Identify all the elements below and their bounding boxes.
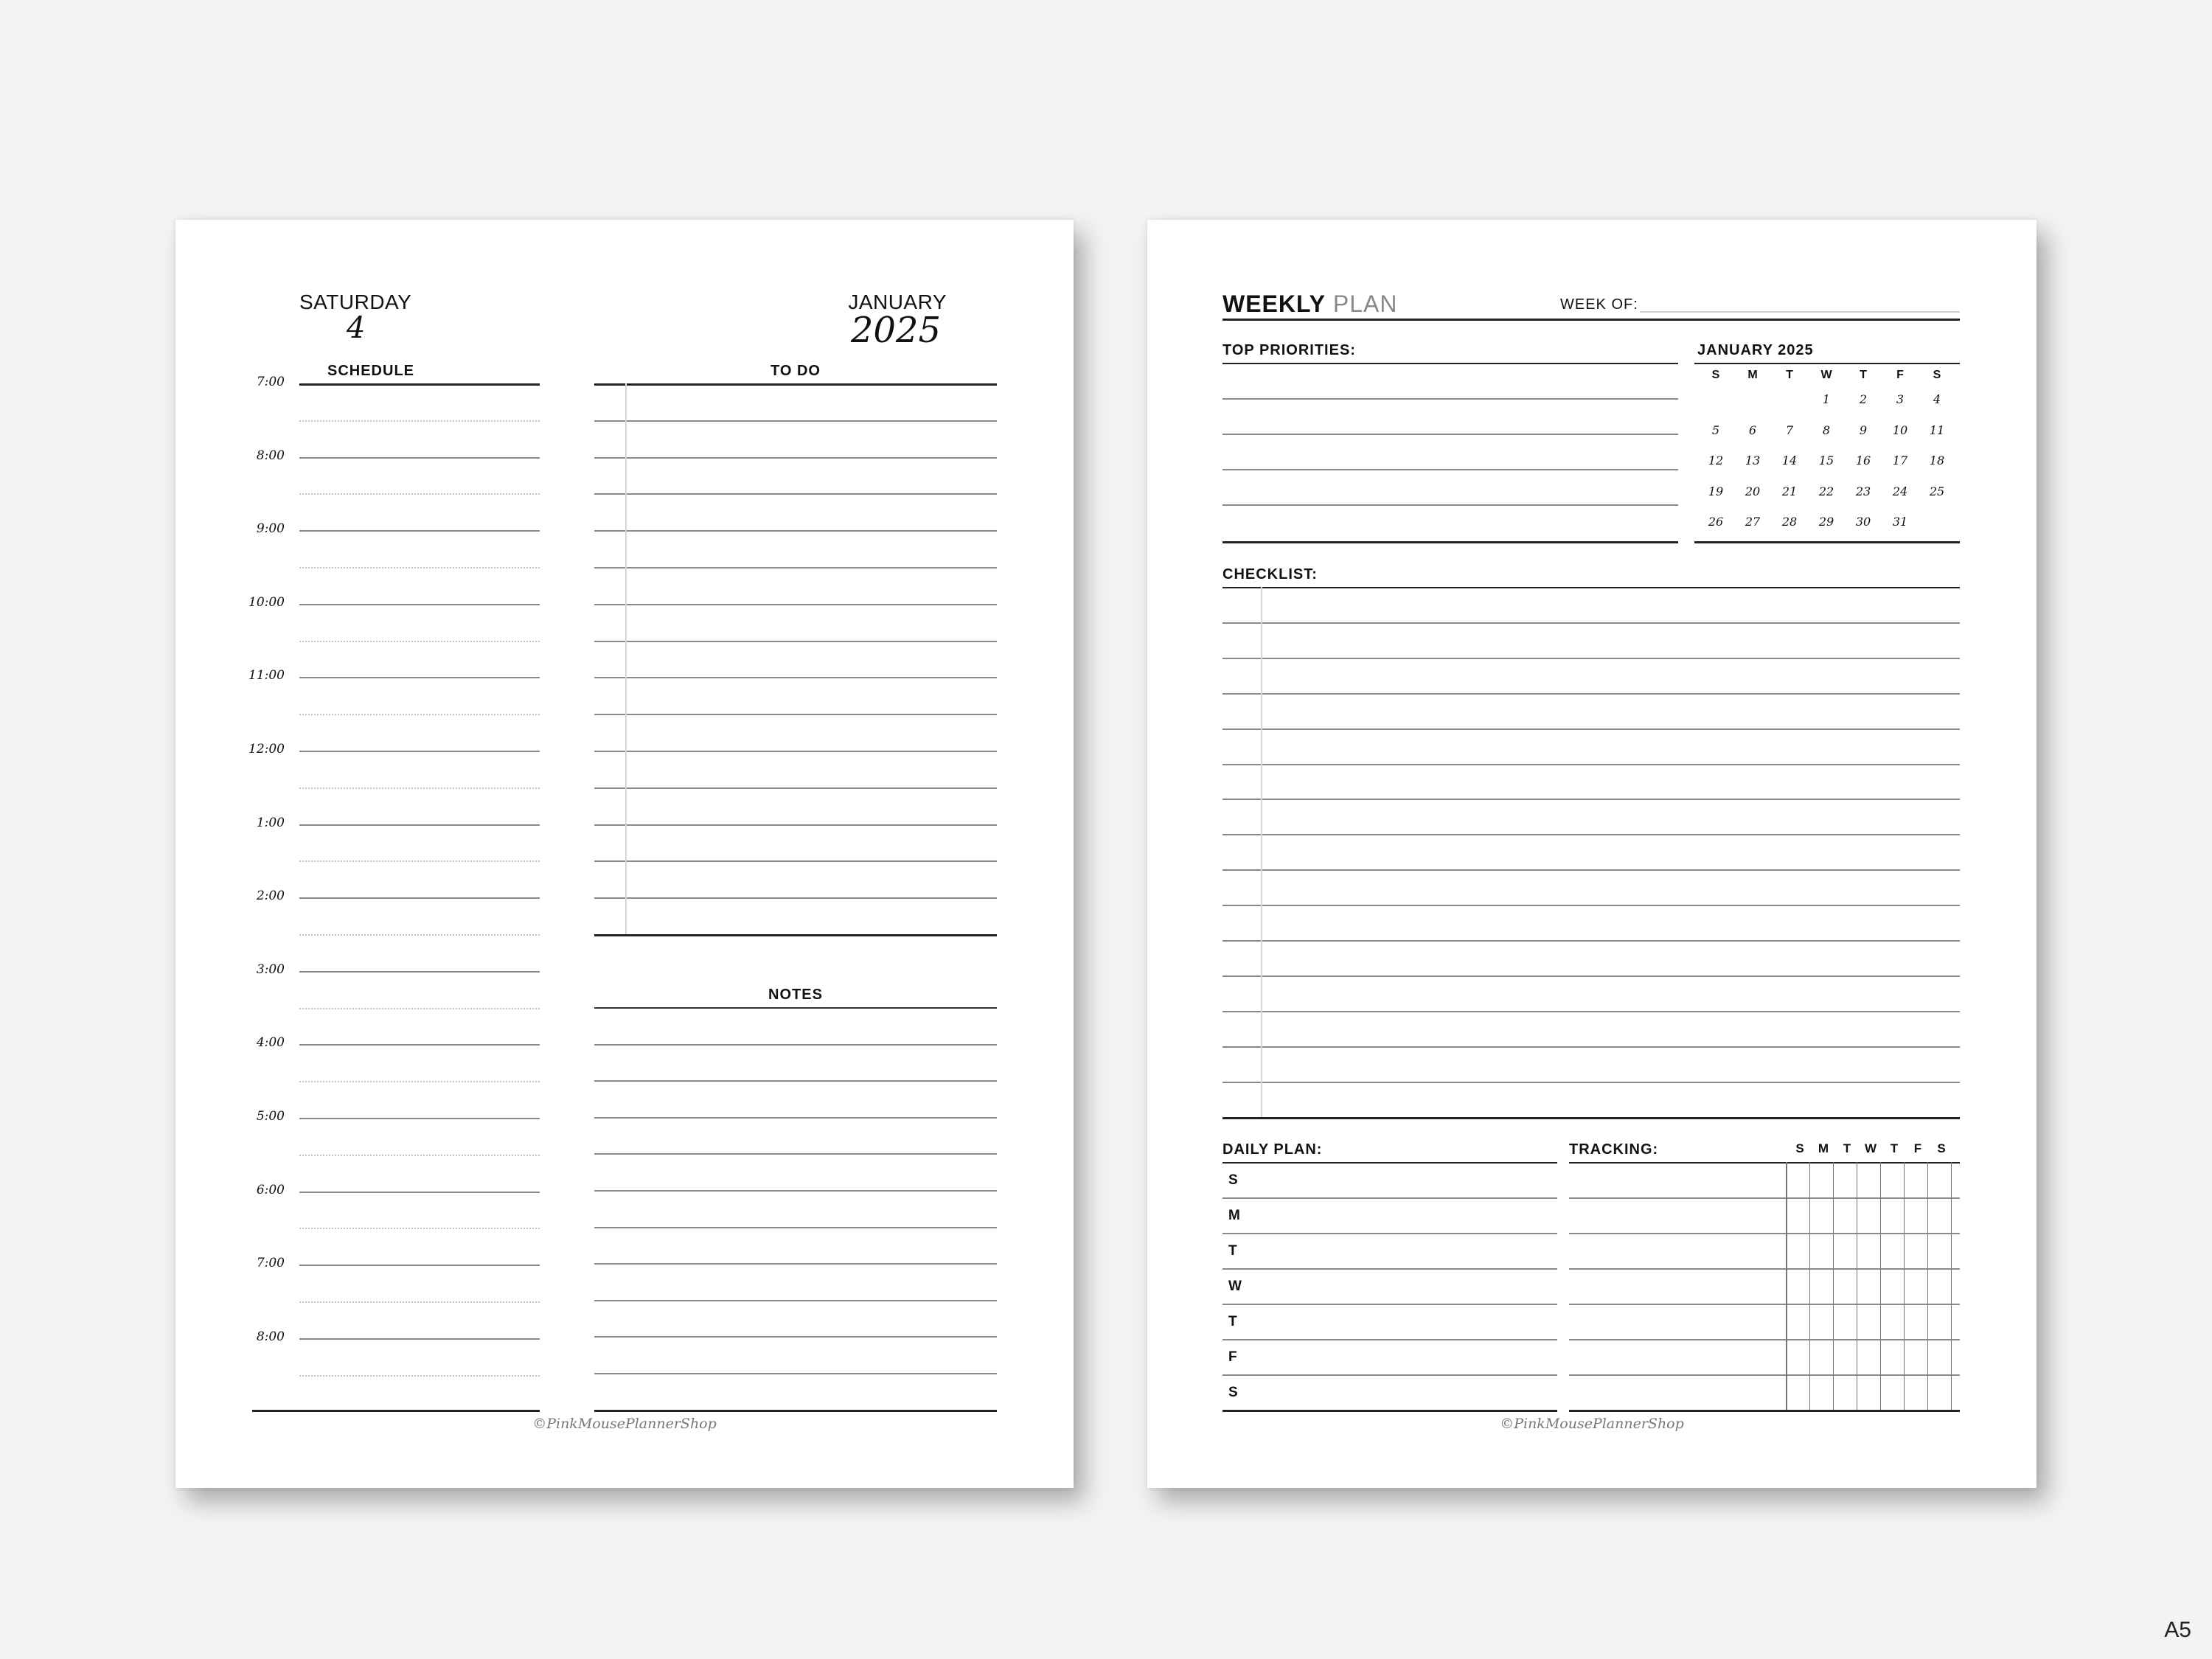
calendar-date[interactable]: 7	[1785, 422, 1794, 437]
todo-top-rule	[594, 383, 997, 386]
calendar-date[interactable]: 21	[1781, 484, 1798, 498]
tracking-row-line[interactable]	[1569, 1233, 1960, 1234]
daily-plan-line[interactable]	[1222, 1268, 1557, 1270]
calendar-date[interactable]: 23	[1855, 484, 1871, 498]
tracking-grid-column	[1786, 1162, 1787, 1410]
todo-line[interactable]	[594, 787, 997, 789]
calendar-date[interactable]: 8	[1822, 422, 1831, 437]
calendar-date[interactable]: 30	[1855, 515, 1871, 529]
tracking-grid-column	[1880, 1162, 1881, 1410]
calendar-weekday-header: T	[1860, 369, 1867, 381]
calendar-date[interactable]: 16	[1855, 453, 1871, 467]
tracking-row-line[interactable]	[1569, 1197, 1960, 1199]
todo-line[interactable]	[594, 677, 997, 678]
checklist-line[interactable]	[1222, 869, 1960, 871]
top-priorities-label: TOP PRIORITIES:	[1222, 342, 1356, 358]
checklist-line[interactable]	[1222, 1082, 1960, 1083]
half-hour-line[interactable]	[299, 934, 540, 936]
daily-plan-line[interactable]	[1222, 1374, 1557, 1376]
tracking-grid-column	[1927, 1162, 1928, 1410]
calendar-date[interactable]: 29	[1818, 515, 1834, 529]
half-hour-line[interactable]	[299, 787, 540, 789]
calendar-date[interactable]: 31	[1892, 515, 1908, 529]
checklist-line[interactable]	[1222, 693, 1960, 695]
notes-line[interactable]	[594, 1117, 997, 1119]
checklist-check-divider	[1261, 587, 1262, 1117]
priority-line[interactable]	[1222, 469, 1678, 470]
half-hour-line[interactable]	[299, 641, 540, 642]
hour-line[interactable]	[299, 1118, 540, 1119]
hour-line[interactable]	[299, 604, 540, 605]
daily-plan-line[interactable]	[1222, 1304, 1557, 1305]
todo-line[interactable]	[594, 493, 997, 495]
calendar-date[interactable]: 12	[1708, 453, 1724, 467]
calendar-weekday-header: W	[1820, 369, 1832, 381]
hour-label: 10:00	[248, 595, 285, 610]
checklist-line[interactable]	[1222, 658, 1960, 659]
daily-plan-day-letter: M	[1228, 1208, 1240, 1223]
daily-plan-day-letter: S	[1228, 1385, 1238, 1400]
weekly-footer-signature: ©PinkMousePlannerShop	[1500, 1416, 1684, 1432]
year-number: 2025	[850, 310, 941, 351]
hour-line[interactable]	[299, 897, 540, 899]
half-hour-line[interactable]	[299, 1301, 540, 1303]
tracking-day-header: S	[1795, 1141, 1804, 1155]
hour-label: 12:00	[248, 742, 285, 757]
half-hour-line[interactable]	[299, 860, 540, 862]
calendar-date[interactable]: 5	[1711, 422, 1720, 437]
tracking-row-line[interactable]	[1569, 1268, 1960, 1270]
checklist-line[interactable]	[1222, 799, 1960, 800]
calendar-date[interactable]: 10	[1892, 422, 1908, 437]
hour-line[interactable]	[299, 971, 540, 973]
tracking-label: TRACKING:	[1569, 1141, 1659, 1158]
tracking-grid-column	[1833, 1162, 1834, 1410]
hour-label: 9:00	[256, 521, 285, 536]
week-of-field[interactable]	[1640, 311, 1960, 313]
checklist-line[interactable]	[1222, 834, 1960, 835]
hour-label: 7:00	[256, 375, 285, 389]
calendar-date[interactable]: 9	[1859, 422, 1868, 437]
hour-label: 1:00	[256, 815, 285, 830]
daily-plan-day-letter: F	[1228, 1349, 1237, 1365]
schedule-heading: SCHEDULE	[327, 363, 414, 379]
hour-line[interactable]	[299, 824, 540, 826]
calendar-date[interactable]: 28	[1781, 515, 1798, 529]
calendar-date[interactable]: 14	[1781, 453, 1798, 467]
weekly-title-bold: WEEKLY	[1222, 291, 1326, 317]
notes-line[interactable]	[594, 1300, 997, 1301]
tracking-top-rule	[1569, 1162, 1960, 1164]
hour-label: 5:00	[256, 1109, 285, 1124]
checklist-line[interactable]	[1222, 1011, 1960, 1012]
tracking-row-line[interactable]	[1569, 1410, 1960, 1412]
half-hour-line[interactable]	[299, 567, 540, 568]
daily-page	[175, 220, 1074, 1488]
checklist-line[interactable]	[1222, 1046, 1960, 1048]
calendar-date[interactable]: 17	[1892, 453, 1908, 467]
calendar-date[interactable]: 1	[1822, 392, 1831, 406]
hour-label: 11:00	[248, 668, 285, 683]
hour-label: 6:00	[256, 1183, 285, 1197]
hour-label: 4:00	[256, 1035, 285, 1050]
priority-line[interactable]	[1222, 434, 1678, 435]
calendar-date[interactable]: 25	[1929, 484, 1945, 498]
tracking-row-line[interactable]	[1569, 1304, 1960, 1305]
tracking-grid-column	[1904, 1162, 1905, 1410]
calendar-date[interactable]: 18	[1929, 453, 1945, 467]
notes-line[interactable]	[594, 1227, 997, 1228]
size-label: A5	[2164, 1618, 2191, 1642]
calendar-weekday-header: T	[1786, 369, 1793, 381]
todo-bottom-rule	[594, 934, 997, 936]
month-name: JANUARY	[848, 291, 947, 313]
todo-heading: TO DO	[771, 363, 821, 379]
todo-line[interactable]	[594, 530, 997, 532]
priority-line[interactable]	[1222, 398, 1678, 400]
tracking-day-header: T	[1890, 1141, 1899, 1155]
todo-line[interactable]	[594, 714, 997, 715]
checklist-top-rule	[1222, 587, 1960, 588]
notes-line[interactable]	[594, 1336, 997, 1338]
daily-plan-day-letter: S	[1228, 1172, 1238, 1188]
mini-calendar-bottom-rule	[1694, 541, 1960, 543]
hour-label: 3:00	[256, 962, 285, 977]
daily-plan-day-letter: T	[1228, 1243, 1237, 1259]
hour-label: 8:00	[256, 448, 285, 463]
checklist-line[interactable]	[1222, 764, 1960, 765]
calendar-date[interactable]: 19	[1708, 484, 1724, 498]
title-rule	[1222, 319, 1960, 321]
hour-line[interactable]	[299, 677, 540, 678]
checklist-line[interactable]	[1222, 905, 1960, 906]
notes-heading: NOTES	[768, 987, 823, 1003]
calendar-date[interactable]: 20	[1745, 484, 1761, 498]
checklist-line[interactable]	[1222, 728, 1960, 730]
tracking-row-line[interactable]	[1569, 1374, 1960, 1376]
schedule-bottom-rule	[252, 1410, 540, 1412]
half-hour-line[interactable]	[299, 1081, 540, 1082]
todo-line[interactable]	[594, 860, 997, 862]
notes-top-rule	[594, 1007, 997, 1009]
hour-line[interactable]	[299, 1265, 540, 1266]
calendar-date[interactable]: 4	[1933, 392, 1941, 406]
weekly-title-light: PLAN	[1332, 291, 1398, 317]
tracking-grid-column	[1809, 1162, 1810, 1410]
todo-line[interactable]	[594, 751, 997, 752]
checklist-bottom-rule	[1222, 1117, 1960, 1119]
calendar-date[interactable]: 2	[1859, 392, 1868, 406]
hour-line[interactable]	[299, 751, 540, 752]
calendar-date[interactable]: 3	[1896, 392, 1905, 406]
calendar-date[interactable]: 26	[1708, 515, 1724, 529]
hour-label: 2:00	[256, 888, 285, 903]
hour-label: 8:00	[256, 1329, 285, 1344]
weekly-plan-title	[1222, 291, 1397, 318]
weekly-page	[1147, 220, 2037, 1488]
week-of-label: WEEK OF:	[1560, 296, 1638, 313]
priorities-top-rule	[1222, 363, 1678, 364]
daily-footer-signature: ©PinkMousePlannerShop	[532, 1416, 717, 1432]
hour-line[interactable]	[299, 530, 540, 532]
half-hour-line[interactable]	[299, 493, 540, 495]
daily-plan-top-rule	[1222, 1162, 1557, 1164]
tracking-day-header: F	[1913, 1141, 1922, 1155]
tracking-day-header: W	[1864, 1141, 1877, 1155]
half-hour-line[interactable]	[299, 1008, 540, 1009]
todo-line[interactable]	[594, 567, 997, 568]
todo-line[interactable]	[594, 457, 997, 459]
daily-plan-line[interactable]	[1222, 1339, 1557, 1340]
calendar-date[interactable]: 22	[1818, 484, 1834, 498]
half-hour-line[interactable]	[299, 420, 540, 422]
notes-line[interactable]	[594, 1153, 997, 1155]
day-name: SATURDAY	[299, 291, 412, 313]
notes-line[interactable]	[594, 1044, 997, 1046]
half-hour-line[interactable]	[299, 714, 540, 715]
half-hour-line[interactable]	[299, 1155, 540, 1156]
checklist-line[interactable]	[1222, 975, 1960, 977]
calendar-weekday-header: S	[1711, 369, 1720, 381]
calendar-date[interactable]: 11	[1929, 422, 1945, 437]
todo-check-divider	[625, 383, 627, 934]
hour-label: 7:00	[256, 1256, 285, 1270]
todo-line[interactable]	[594, 641, 997, 642]
hour-line[interactable]	[299, 383, 540, 386]
mini-calendar-title: JANUARY 2025	[1697, 342, 1814, 358]
daily-plan-line[interactable]	[1222, 1197, 1557, 1199]
half-hour-line[interactable]	[299, 1375, 540, 1377]
daily-plan-line[interactable]	[1222, 1410, 1557, 1412]
priority-line[interactable]	[1222, 504, 1678, 506]
half-hour-line[interactable]	[299, 1228, 540, 1229]
tracking-day-header: S	[1937, 1141, 1946, 1155]
calendar-weekday-header: F	[1896, 369, 1904, 381]
todo-line[interactable]	[594, 824, 997, 826]
notes-line[interactable]	[594, 1373, 997, 1374]
calendar-weekday-header: M	[1747, 369, 1758, 381]
hour-line[interactable]	[299, 1338, 540, 1340]
tracking-grid-column	[1951, 1162, 1952, 1410]
day-number: 4	[347, 311, 366, 345]
calendar-date[interactable]: 15	[1818, 453, 1834, 467]
calendar-date[interactable]: 27	[1745, 515, 1761, 529]
tracking-day-header: M	[1818, 1141, 1829, 1155]
daily-plan-label: DAILY PLAN:	[1222, 1141, 1323, 1158]
daily-plan-day-letter: W	[1228, 1279, 1242, 1294]
tracking-day-header: T	[1843, 1141, 1851, 1155]
tracking-row-line[interactable]	[1569, 1339, 1960, 1340]
notes-line[interactable]	[594, 1263, 997, 1265]
calendar-date[interactable]: 6	[1748, 422, 1757, 437]
mini-calendar-rule	[1694, 363, 1960, 364]
hour-line[interactable]	[299, 1044, 540, 1046]
calendar-weekday-header: S	[1933, 369, 1941, 381]
hour-line[interactable]	[299, 457, 540, 459]
todo-line[interactable]	[594, 897, 997, 899]
calendar-date[interactable]: 13	[1745, 453, 1761, 467]
hour-line[interactable]	[299, 1192, 540, 1193]
priorities-bottom-rule	[1222, 541, 1678, 543]
daily-plan-line[interactable]	[1222, 1233, 1557, 1234]
notes-line[interactable]	[594, 1080, 997, 1082]
daily-plan-day-letter: T	[1228, 1314, 1237, 1329]
todo-line[interactable]	[594, 420, 997, 422]
checklist-line[interactable]	[1222, 940, 1960, 942]
calendar-date[interactable]: 24	[1892, 484, 1908, 498]
todo-line[interactable]	[594, 604, 997, 605]
notes-line[interactable]	[594, 1190, 997, 1192]
checklist-label: CHECKLIST:	[1222, 566, 1318, 582]
notes-bottom-rule	[594, 1410, 997, 1412]
checklist-line[interactable]	[1222, 622, 1960, 624]
